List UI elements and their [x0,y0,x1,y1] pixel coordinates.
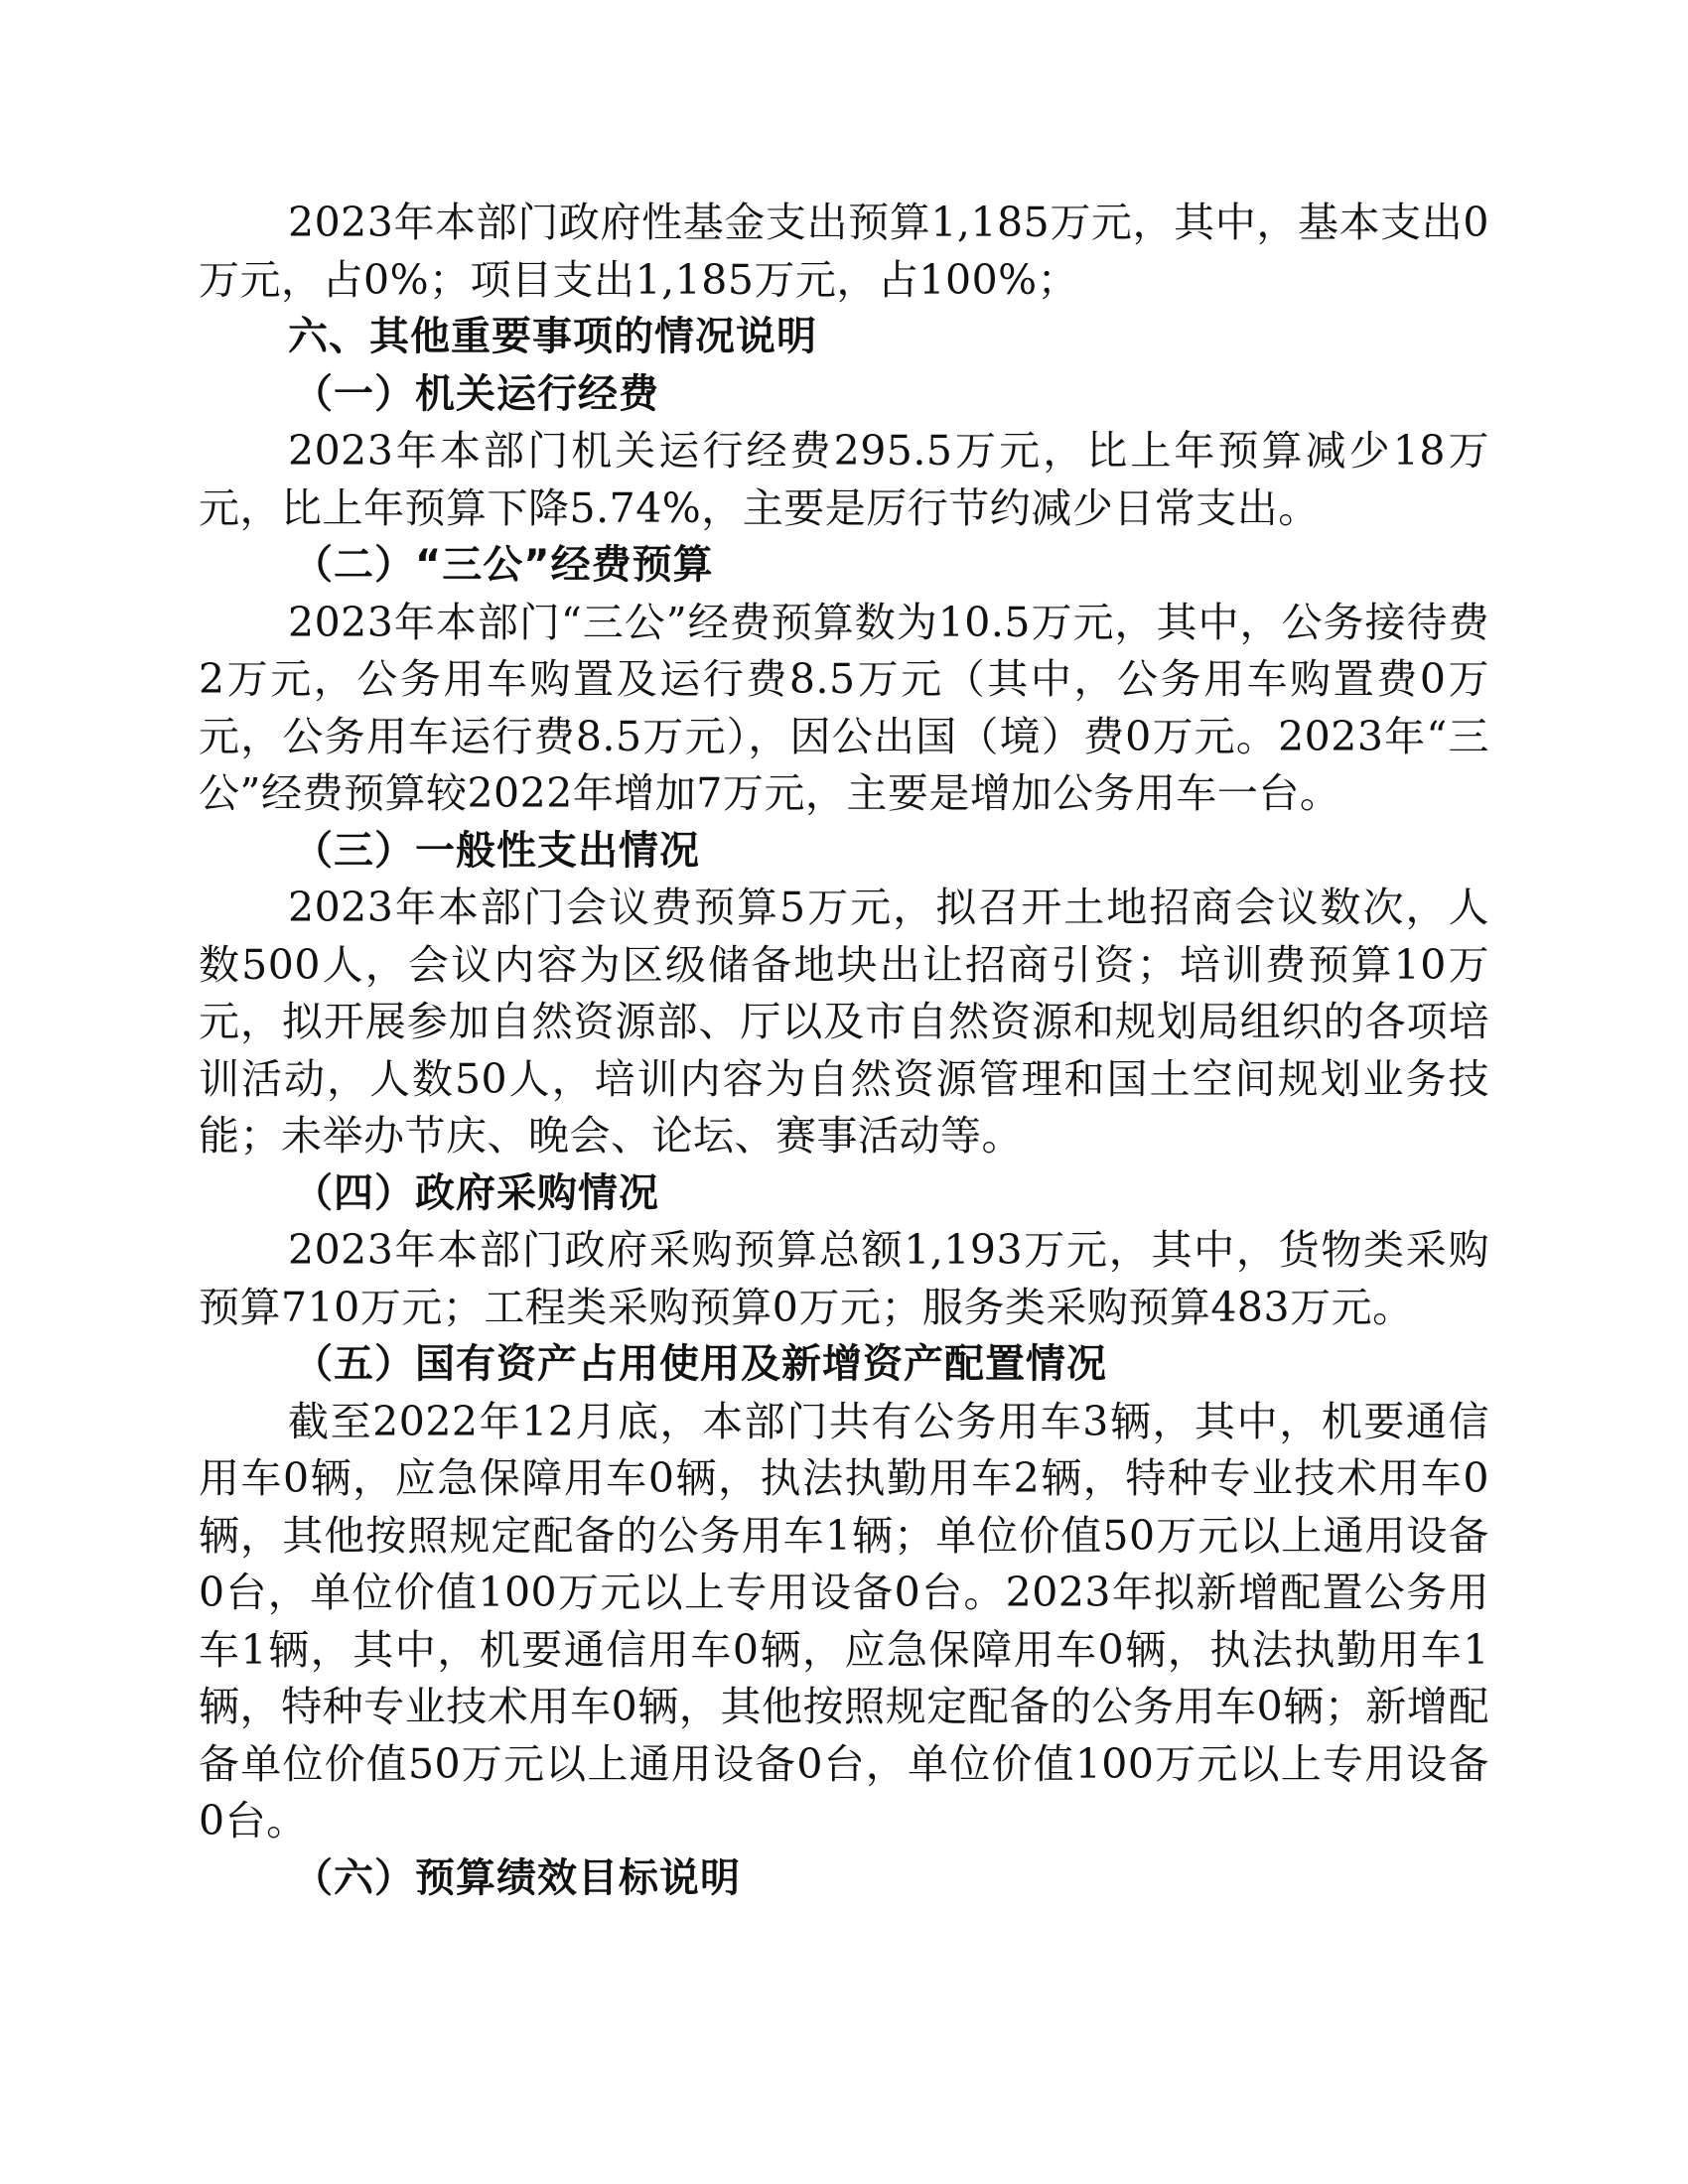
general-expenditure-paragraph: 2023年本部门会议费预算5万元，拟召开土地招商会议数次，人数500人，会议内容为区级储备地块出让招商引资；培训费预算10万元，拟开展参加自然资源部、厅以及市自然资源和规划局组织的各项培训活动，人数50人，培训内容为自然资源管理和国土空间规划业务技能；未举办节庆、晚会、论坛、赛事活动等。 [199,884,1489,1160]
three-public-expenses-paragraph: 2023年本部门“三公”经费预算数为10.5万元，其中，公务接待费2万元，公务用车购置及运行费8.5万元（其中，公务用车购置费0万元，公务用车运行费8.5万元），因公出国（境）费0万元。2023年“三公”经费预算较2022年增加7万元，主要是增加公务用车一台。 [199,598,1489,817]
state-assets-paragraph: 截至2022年12月底，本部门共有公务用车3辆，其中，机要通信用车0辆，应急保障用车0辆，执法执勤用车2辆，特种专业技术用车0辆，其他按照规定配备的公务用车1辆；单位价值50万元以上通用设备0台，单位价值100万元以上专用设备0台。2023年拟新增配置公务用车1辆，其中，机要通信用车0辆，应急保障用车0辆，执法执勤用车1辆，特种专业技术用车0辆，其他按照规定配备的公务用车0辆；新增配备单位价值50万元以上通用设备0台，单位价值100万元以上专用设备0台。 [199,1397,1489,1844]
subheading-three-public-expenses: （二）“三公”经费预算 [293,542,714,588]
subheading-operating-expenses: （一）机关运行经费 [293,370,659,417]
section-heading-other-matters: 六、其他重要事项的情况说明 [288,314,817,359]
document-page [199,195,1489,1907]
subheading-general-expenditure: （三）一般性支出情况 [293,827,700,874]
subheading-government-procurement: （四）政府采购情况 [293,1169,659,1216]
subheading-performance-goals: （六）预算绩效目标说明 [293,1854,741,1901]
government-procurement-paragraph: 2023年本部门政府采购预算总额1,193万元，其中，货物类采购预算710万元；工程类采购预算0万元；服务类采购预算483万元。 [199,1226,1489,1331]
subheading-state-assets: （五）国有资产占用使用及新增资产配置情况 [293,1341,1107,1387]
operating-expenses-paragraph: 2023年本部门机关运行经费295.5万元，比上年预算减少18万元，比上年预算下降5.74%，主要是厉行节约减少日常支出。 [199,427,1489,532]
fund-expenditure-paragraph: 2023年本部门政府性基金支出预算1,185万元，其中，基本支出0万元，占0%；项目支出1,185万元，占100%； [199,199,1489,304]
